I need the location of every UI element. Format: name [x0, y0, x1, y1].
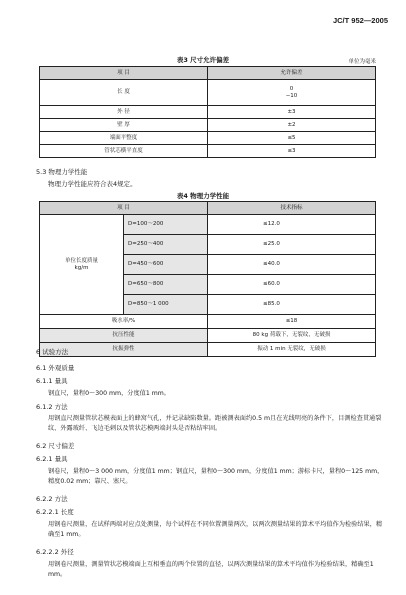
- table4-value: 振动 1 min 无裂纹，无破损: [208, 343, 376, 357]
- table4-value: ≤25.0: [208, 235, 376, 255]
- table4-item: 抗振弹性: [40, 343, 208, 357]
- table4-range: D=850～1 000: [124, 295, 208, 315]
- table4-value: ≤12.0: [208, 215, 376, 235]
- table-row: [40, 145, 376, 158]
- table4-range: D=250～400: [124, 235, 208, 255]
- section-5-3-text: 物理力学性能应符合表4规定。: [48, 180, 137, 188]
- section-6-1-2-heading: 6.1.2 方法: [36, 403, 68, 411]
- table4-value: ≤85.0: [208, 295, 376, 315]
- table3-cell-value: ±2: [208, 119, 376, 132]
- table3-cell-value: ±3: [208, 106, 376, 119]
- table-row: [40, 80, 376, 106]
- table3-value-top: 0: [289, 86, 294, 93]
- section-6-2-1-text: 钢卷尺，量程0～3 000 mm，分度值1 mm；钢直尺，量程0～300 mm，分度值1 mm；游标卡尺，量程0～125 mm，精度0.02 mm；靠尺、塞尺。: [48, 468, 384, 485]
- table3-header-deviation: 允许偏差: [208, 67, 376, 80]
- table-row: [40, 315, 376, 329]
- table4: [39, 201, 376, 357]
- table4-group-label-unit: kg/m: [74, 264, 89, 271]
- table-row: [40, 329, 376, 343]
- section-6-2-heading: 6.2 尺寸偏差: [36, 442, 75, 450]
- table4-value: ≤18: [208, 315, 376, 329]
- table3-cell-item: 管状芯横平直度: [40, 145, 208, 158]
- section-6-1-1-text: 钢直尺，量程0～300 mm，分度值1 mm。: [48, 390, 170, 397]
- section-6-2-2-1-text: 用钢卷尺测量，在试样两端对应点处测量，每个试样在不同位置测量两次，以两次测量结果的算术平均值作为检验结果，精确至1 mm。: [48, 521, 383, 538]
- section-6-2-2-2-text: 用钢卷尺测量，测量管状芯模端面上互相垂直的两个位置的直径，以两次测量结果的算术平均值作为检验结果，精确至1 mm。: [48, 561, 374, 578]
- table4-header-spec: 技术指标: [208, 202, 376, 215]
- table4-item: 抗压性能: [40, 329, 208, 343]
- table4-item: 吸水率/%: [40, 315, 208, 329]
- table4-value: ≤60.0: [208, 275, 376, 295]
- table-row: [40, 215, 376, 235]
- table4-group-label-main: 单位长度质量: [64, 258, 98, 265]
- table3-header-item: 项 目: [40, 67, 208, 80]
- section-6-2-1-heading: 6.2.1 量具: [36, 455, 68, 463]
- table4-range: D=450～600: [124, 255, 208, 275]
- table-row: [40, 132, 376, 145]
- table3: [39, 66, 376, 158]
- section-6-1-2-text: 用钢直尺测量管状芯模表面上的蜂窝气孔，并记录缺陷数量。距被测表面约0.5 m且在光线明亮的条件下，目测检查贯通裂纹、外露玻纤、飞边毛刺以及管状芯模两端封头是否粘结牢固。: [48, 415, 382, 432]
- table3-cell-item: 长 度: [40, 80, 208, 106]
- table4-header-item: 项 目: [40, 202, 208, 215]
- section-6-2-2-2-heading: 6.2.2.2 外径: [36, 548, 74, 556]
- table3-cell-item: 壁 厚: [40, 119, 208, 132]
- section-5-3-heading: 5.3 物理力学性能: [36, 168, 88, 176]
- standard-code: JC/T 952—2005: [332, 16, 388, 25]
- section-6-heading: 6 试验方法: [36, 348, 69, 356]
- table4-group-label: [40, 215, 124, 315]
- table3-cell-item: 外 径: [40, 106, 208, 119]
- table3-cell-value: ≤5: [208, 132, 376, 145]
- table3-cell-item: 端面平整度: [40, 132, 208, 145]
- table3-cell-value: [208, 80, 376, 106]
- table-row: [40, 106, 376, 119]
- section-6-1-heading: 6.1 外观质量: [36, 364, 75, 372]
- section-6-2-2-heading: 6.2.2 方法: [36, 495, 68, 503]
- table4-caption: 表4 物理力学性能: [176, 192, 230, 200]
- table-row: [40, 119, 376, 132]
- table4-value: ≤40.0: [208, 255, 376, 275]
- table4-range: D=650～800: [124, 275, 208, 295]
- table3-cell-value: ≤3: [208, 145, 376, 158]
- table4-value: 80 kg 荷载下，无裂纹，无破损: [208, 329, 376, 343]
- table-row: [40, 343, 376, 357]
- section-6-2-2-1-heading: 6.2.2.1 长度: [36, 508, 74, 516]
- table3-value-bottom: −10: [285, 92, 298, 99]
- table4-range: D=100～200: [124, 215, 208, 235]
- section-6-1-1-heading: 6.1.1 量具: [36, 377, 68, 385]
- table3-unit: 单位为毫米: [348, 59, 376, 65]
- table3-caption: 表3 尺寸允许偏差: [176, 56, 230, 64]
